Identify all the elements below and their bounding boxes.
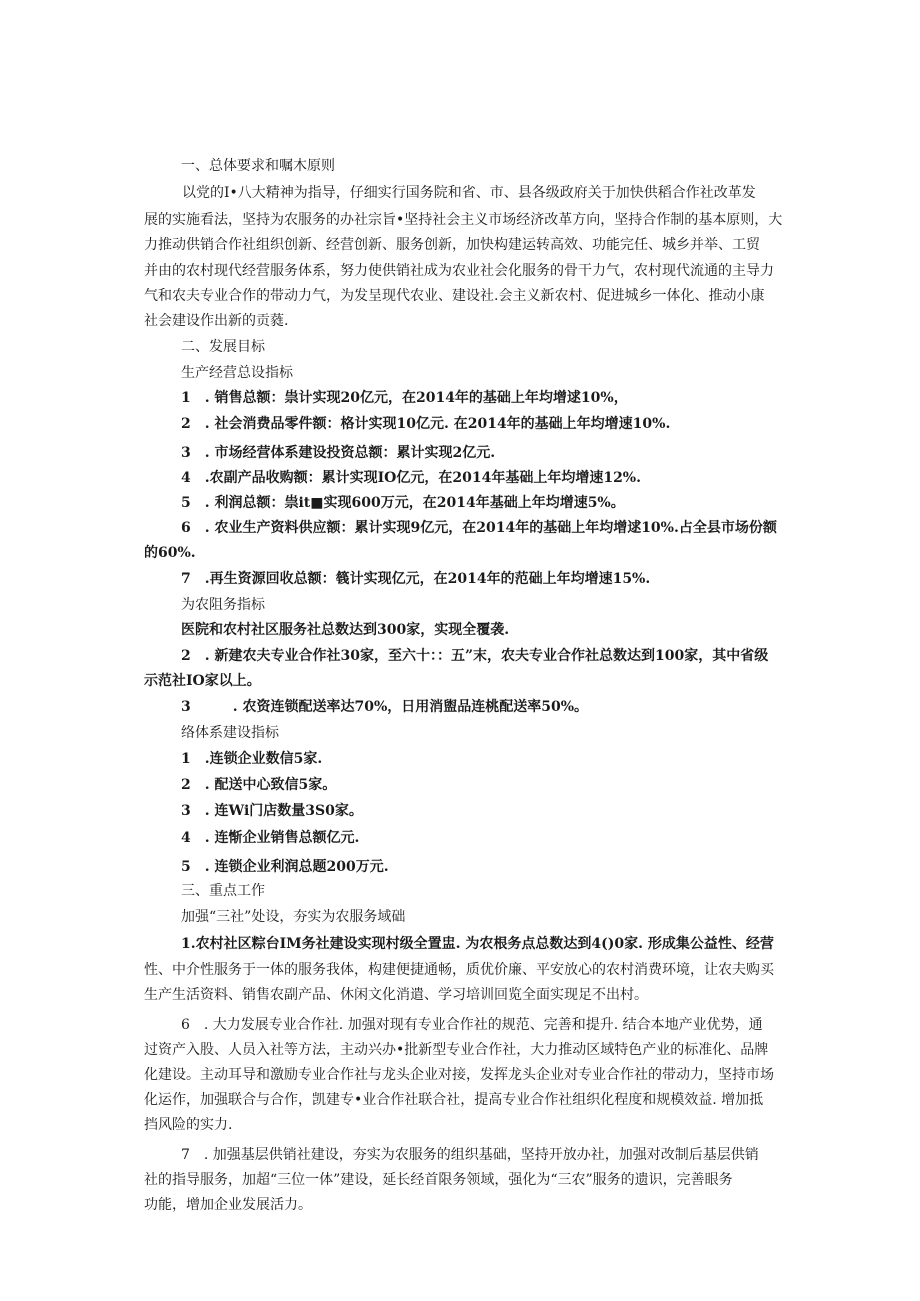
paragraph-line: 并由的农村现代经营服务体系，努力使供销社成为农业社会化服务的骨干力气，农村现代流通的主导力 <box>144 263 774 279</box>
paragraph-line: 生产生活资料、销售农副产品、休闲文化消遣、学习培训回览全面实现足不出村。 <box>144 987 648 1003</box>
list-item: 4 .农副产品收购额：累计实现IO亿元，在2014年基础上年均增速12%. <box>181 470 641 486</box>
paragraph-line: 社会建设作出新的贡蕤. <box>144 313 289 329</box>
list-item: 4 . 连惭企业销售总额亿元. <box>181 830 360 846</box>
list-item-continuation: 的60%. <box>144 545 196 561</box>
subsection-heading: 加强“三社”处设，夯实为农服务域础 <box>181 909 406 925</box>
subsection-heading: 络体系建设指标 <box>181 725 279 741</box>
paragraph-line: 化建设。主动耳导和激励专业合作社与龙头企业对接，发挥龙头企业对专业合作社的带动力，坚持市场 <box>144 1067 774 1083</box>
list-item: 5 . 利润总额：祟it■实现600万元，在2014年基础上年均增速5%。 <box>181 495 625 511</box>
paragraph-line: 社的指导服务，加超“三位一体”建设，延长经首限务领域，强化为“三农”服务的遗识，完善眼务 <box>144 1172 733 1188</box>
list-item-continuation: 示范社IO家以上。 <box>144 673 261 689</box>
list-item: 1 . 销售总额：祟计实现20亿元，在2014年的基础上年均增逑10%， <box>181 390 628 406</box>
list-item: 2 . 社会消费品零件额：格计实现10亿元. 在2014年的基础上年均增速10%. <box>181 416 671 432</box>
list-item: 医院和农村社区服务社总数达到300家，实现全覆袭. <box>181 622 510 638</box>
paragraph-line: 以党的I•八大精神为指导，仔细实行国务院和省、市、县各级政府关于加快供稻合作社改革发 <box>182 185 756 201</box>
list-item: 3 . 农资连锁配送率达70%，日用消盥品连桃配送率50%。 <box>181 699 589 715</box>
subsection-heading: 为农阻务指标 <box>181 597 265 613</box>
list-item: 7 .再生资源回收总额：篯计实现亿元，在2014年的范础上年均增速15%. <box>181 571 651 587</box>
paragraph-line: 气和农夫专业合作的带动力气，为发呈现代农业、建设社.会主义新农村、促进城乡一体化、推动小康 <box>144 288 765 304</box>
paragraph-line: 力推动供销合作社组织创新、经营创新、服务创新，加快构建运转高效、功能完任、城乡并举、工贸 <box>144 237 760 253</box>
list-item: 6 . 农业生产资料供应额：累计实现9亿元，在2014年的基础上年均增逑10%.占全县市场份额 <box>181 520 777 536</box>
paragraph-line: 性、中介性服务于一体的服务我体，构建便捷通畅，质优价廉、平安放心的农村消费环境，让农夫购买 <box>144 962 774 978</box>
paragraph-line: 过资产入股、人员入社等方法，主动兴办•批新型专业合作社，大力推动区域特色产业的标准化、品牌 <box>144 1042 769 1058</box>
list-item: 1 .连锁企业数信5家. <box>181 751 323 767</box>
paragraph-line: 1.农村社区粽台IM务社建设实现村级全置盅. 为农根务点总数达到4()0家. 形成集公益性、经营 <box>181 936 774 952</box>
list-item: 5 . 连锁企业利润总题200万元. <box>181 859 389 875</box>
list-item: 3 . 市场经营体系建设投资总额：累计实现2亿元. <box>181 445 496 461</box>
paragraph-line: 化运作，加强联合与合作，凯建专•业合作社联合社，提高专业合作社组织化程度和规模效益. 增加抵 <box>144 1092 764 1108</box>
list-item: 2 . 配送中心致信5家。 <box>181 777 337 793</box>
paragraph-line: 挡风险的实力. <box>144 1117 233 1133</box>
paragraph-line: 展的实施看法，坚持为农服务的办社宗旨•坚持社会主义市场经济改革方向，坚持合作制的基本原则，大 <box>144 212 783 228</box>
section-heading-3: 三、重点工作 <box>181 883 265 899</box>
paragraph-line: 功能，增加企业发展活力。 <box>144 1197 312 1213</box>
paragraph-line: 7 . 加强基层供销社建设，夯实为农服务的组织基础，坚持开放办社，加强对改制后基层供销 <box>181 1147 759 1163</box>
list-item: 3 . 连Wi门店数量3S0家。 <box>181 803 363 819</box>
list-item: 2 . 新建农夫专业合作社30家，至六十：：五”末，农夫专业合作社总数达到100家，其中省级 <box>181 648 769 664</box>
section-heading-1: 一、总体要求和嘱木原则 <box>181 158 335 174</box>
paragraph-line: 6 . 大力发展专业合作社. 加强对现有专业合作社的规范、完善和提升. 结合本地产业优势，通 <box>181 1017 763 1033</box>
section-heading-2: 二、发展目标 <box>181 339 265 355</box>
subsection-heading: 生产经营总设指标 <box>181 365 293 381</box>
